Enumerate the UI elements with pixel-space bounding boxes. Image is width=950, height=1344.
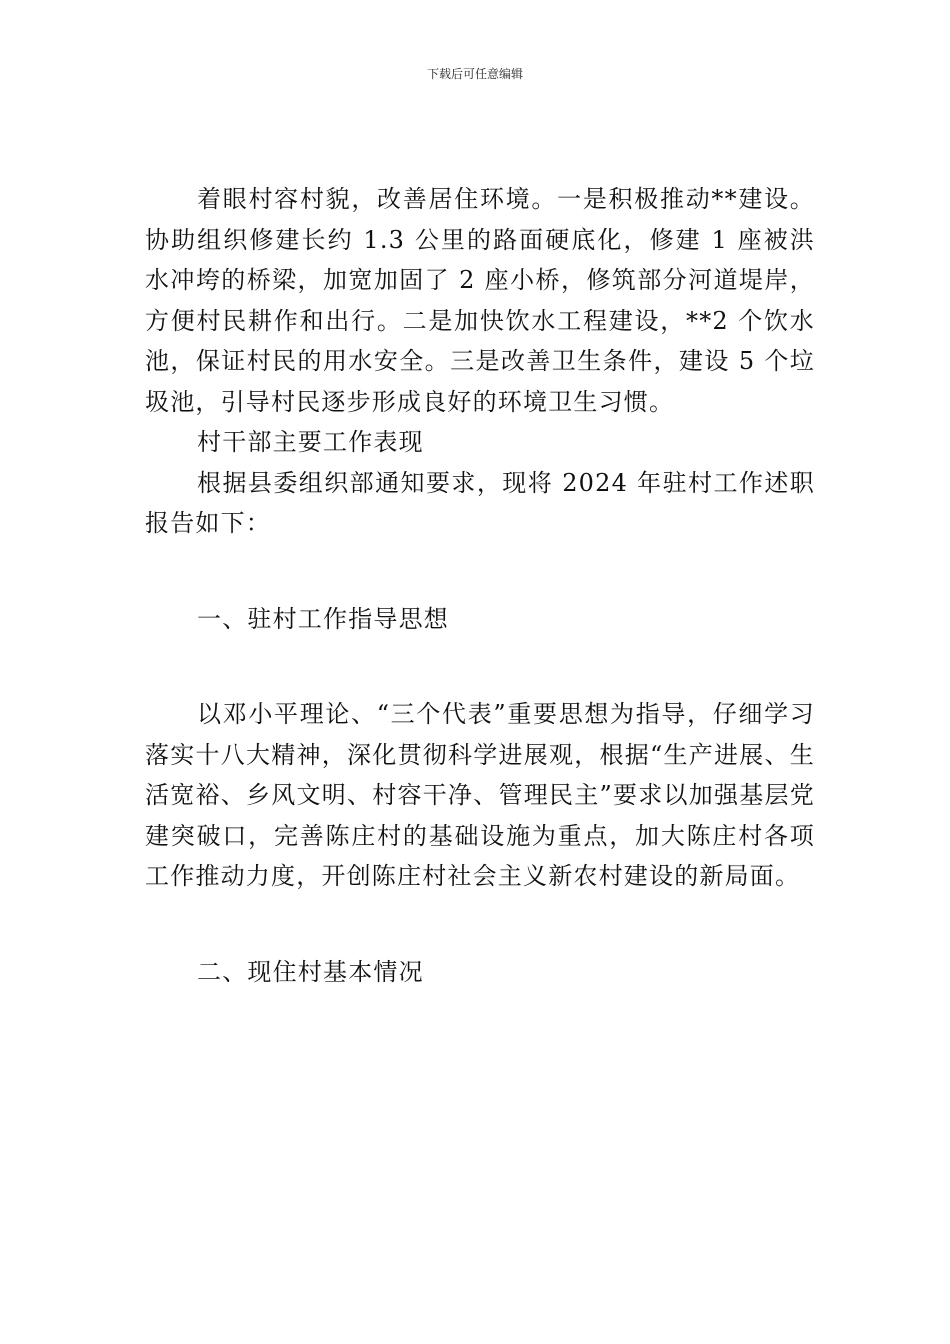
section-heading-guiding-ideology: 一、驻村工作指导思想 — [197, 604, 449, 633]
paragraph-cadre-performance-heading: 村干部主要工作表现 — [197, 428, 424, 456]
document-body — [145, 179, 815, 992]
paragraph-village-environment: 着眼村容村貌，改善居住环境。一是积极推动**建设。协助组织修建长约 1.3 公里的路面硬底化，修建 1 座被洪水冲垮的桥梁，加宽加固了 2 座小桥，修筑部分河道堤岸，方便村民耕作和出行。二是加快饮水工程建设，**2 个饮水池，保证村民的用水安全。三是改善卫生条件，建设 5 个垃圾池，引导村民逐步形成良好的环境卫生习惯。 — [145, 185, 815, 416]
paragraph-guiding-ideology: 以邓小平理论、“三个代表”重要思想为指导，仔细学习落实十八大精神，深化贯彻科学进展观，根据“生产进展、生活宽裕、乡风文明、村容干净、管理民主”要求以加强基层党建突破口，完善陈庄村的基础设施为重点，加大陈庄村各项工作推动力度，开创陈庄村社会主义新农村建设的新局面。 — [145, 700, 815, 890]
page-header: 下载后可任意编辑 — [426, 67, 523, 81]
section-heading-village-basic-situation: 二、现住村基本情况 — [197, 957, 424, 986]
paragraph-report-intro: 根据县委组织部通知要求，现将 2024 年驻村工作述职报告如下： — [145, 468, 815, 537]
